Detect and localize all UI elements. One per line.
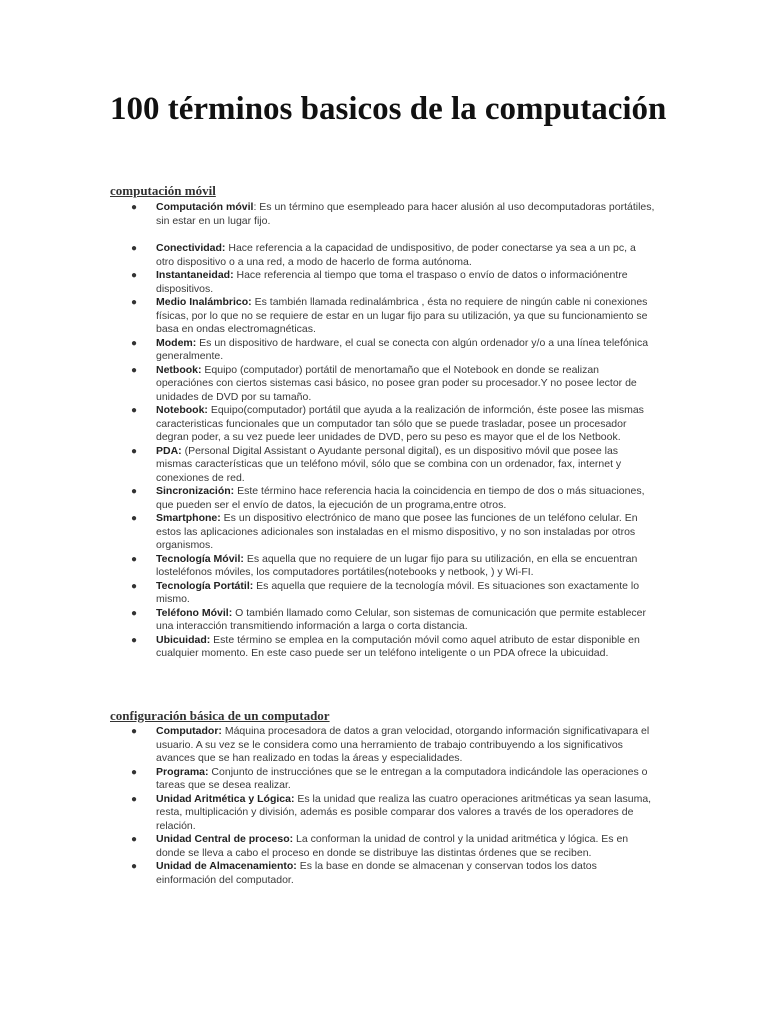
term-list-configuracion-basica — [0, 725, 768, 887]
bullet-icon: ● — [131, 634, 138, 646]
list-item: ● Sincronización: Este término hace referencia hacia la coincidencia en tiempo de dos o más situaciones, que pueden ser el envío de datos, la ejecución de un programa,entre otros. — [131, 485, 645, 511]
list-item: ● Unidad de Almacenamiento: Es la base en donde se almacenan y conservan todos los datos einformación del computador. — [131, 860, 597, 886]
list-item: ● Modem: Es un dispositivo de hardware, el cual se conecta con algún ordenador y/o a una línea telefónica generalmente. — [131, 336, 649, 362]
bullet-icon: ● — [131, 445, 138, 457]
section-heading-computacion-movil: computación móvil — [110, 183, 216, 198]
section-heading-configuracion-basica: configuración básica de un computador — [110, 708, 330, 723]
term-list-computacion-movil — [0, 201, 768, 661]
bullet-icon: ● — [131, 793, 138, 805]
list-item: ● Computador: Máquina procesadora de datos a gran velocidad, otorgando información significativapara el usuario. A su vez se le considera como una herramiento de trabajo contribuyendo a los significativos avances que se han realizado en todas la áreas y especialidades. — [131, 725, 650, 764]
list-item: ● Smartphone: Es un dispositivo electrónico de mano que posee las funciones de un teléfono celular. En estos las aplicaciones adicionales son instaladas en el mismo dispositivo, y no son instaladas por otros organismos. — [131, 512, 638, 551]
list-item: ● Tecnología Portátil: Es aquella que requiere de la tecnología móvil. Es situaciones son exactamente lo mismo. — [131, 579, 640, 605]
list-item: ● Instantaneidad: Hace referencia al tiempo que toma el traspaso o envío de datos o informaciónentre dispositivos. — [131, 269, 628, 295]
bullet-icon: ● — [131, 580, 138, 592]
bullet-icon: ● — [131, 202, 138, 213]
bullet-icon: ● — [131, 364, 138, 376]
bullet-icon: ● — [131, 607, 138, 619]
list-item: ● Notebook: Equipo(computador) portátil que ayuda a la realización de informción, éste posee las mismas caracteristicas funcionales que un computador tan sólo que se puede trasladar, posee un procesador degran poder, a su vez puede leer unidades de DVD, pero su peso es mayor que el de los Netbook. — [131, 404, 644, 443]
bullet-icon: ● — [131, 766, 138, 778]
list-item: ● Netbook: Equipo (computador) portátil de menortamaño que el Notebook en donde se realizan operaciónes con ciertos sistemas casi básico, no posee gran poder su procesador.Y no posee lector de unidades de DVD por su tamaño. — [131, 363, 637, 403]
bullet-icon: ● — [131, 270, 138, 281]
bullet-icon: ● — [131, 486, 138, 497]
bullet-icon: ● — [131, 297, 138, 308]
page-title: 100 términos basicos de la computación — [110, 91, 667, 127]
bullet-icon: ● — [131, 553, 138, 565]
list-item: ● Conectividad: Hace referencia a la capacidad de undispositivo, de poder conectarse ya sea a un pc, a otro dispositivo o a una red, a modo de hacerlo de forma autónoma. — [131, 242, 636, 268]
list-item: ● Teléfono Móvil: O también llamado como Celular, son sistemas de comunicación que permite establecer una interacción transmitiendo información a larga o corta distancia. — [131, 606, 647, 632]
bullet-icon: ● — [131, 726, 138, 737]
list-item: ● Medio Inalámbrico: Es también llamada redinalámbrica , ésta no requiere de ningún cable ni conexiones físicas, por lo que no se requiere de estar en un lugar fijo para su utilización, ya que su funcionamiento se basa en ondas electromagnéticas. — [131, 296, 648, 335]
list-item: ● Tecnología Móvil: Es aquella que no requiere de un lugar fijo para su utilización, en ella se encuentran losteléfonos móviles, los computadores portátiles(notebooks y netbook, ) y Wi-FI. — [131, 552, 638, 578]
bullet-icon: ● — [131, 861, 138, 872]
bullet-icon: ● — [131, 337, 138, 349]
list-item: ● PDA: (Personal Digital Assistant o Ayudante personal digital), es un dispositivo móvil que posee las mismas características que un teléfono móvil, sólo que se combina con un ordenador, fax, internet y conexiones de red. — [131, 444, 622, 484]
bullet-icon: ● — [131, 834, 138, 845]
list-item: ● Programa: Conjunto de instrucciónes que se le entregan a la computadora indicándole las operaciones o tareas que se desea realizar. — [131, 765, 648, 791]
bullet-icon: ● — [131, 513, 138, 524]
bullet-icon: ● — [131, 243, 138, 254]
list-item: ● Computación móvil: Es un término que esempleado para hacer alusión al uso decomputadoras portátiles, sin estar en un lugar fijo. — [131, 201, 655, 227]
list-item: ● Unidad Central de proceso: La conforman la unidad de control y la unidad aritmética y lógica. Es en donde se lleva a cabo el proceso en donde se distribuye las distintas órdenes que se reciben. — [131, 833, 629, 859]
bullet-icon: ● — [131, 405, 138, 416]
list-item: ● Ubicuidad: Este término se emplea en la computación móvil como aquel atributo de estar disponible en cualquier momento. En este caso puede ser un teléfono inteligente o un PDA ofrece la ubicuidad. — [131, 633, 640, 659]
list-item: ● Unidad Aritmética y Lógica: Es la unidad que realiza las cuatro operaciones aritméticas ya sean lasuma, resta, multiplicación y división, además es posible comparar dos valores a través de los operadores de relación. — [131, 792, 652, 832]
